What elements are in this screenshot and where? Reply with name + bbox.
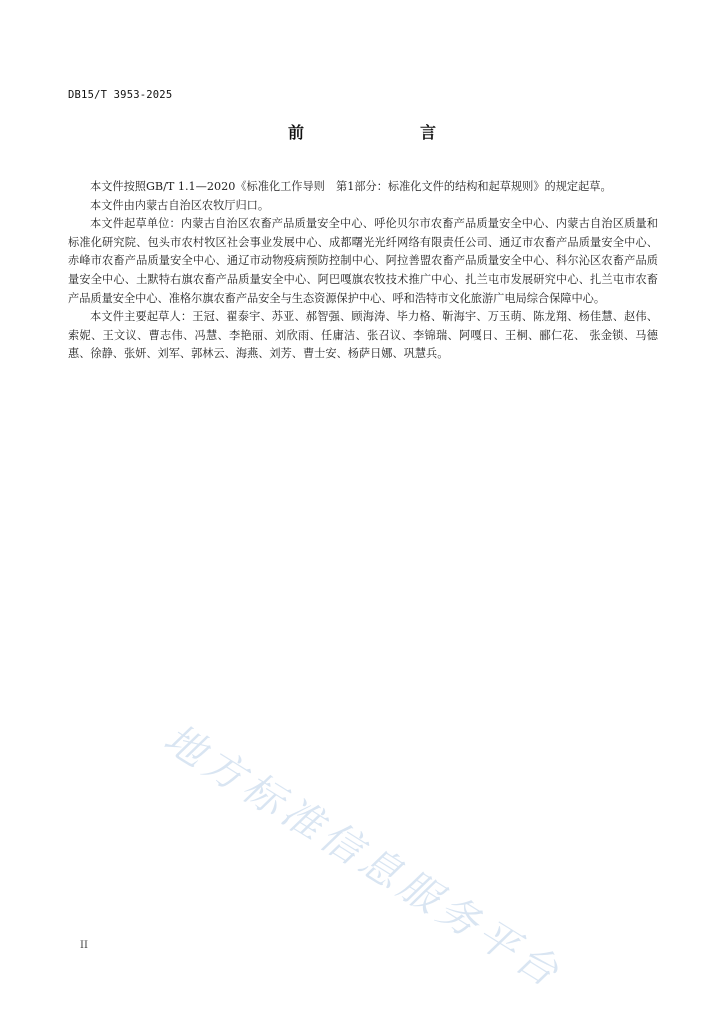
page-number: II — [80, 940, 88, 951]
page-title: 前 言 — [287, 123, 464, 142]
paragraph-responsible-dept: 本文件由内蒙古自治区农牧厅归口。 — [90, 198, 270, 212]
paragraph-drafters: 本文件主要起草人：王冠、翟泰宇、苏亚、郝智强、顾海涛、毕力格、靳海宇、万玉萌、陈龙翔、杨佳慧、赵伟、索妮、王文议、曹志伟、冯慧、李艳丽、刘欣雨、任庸洁、张召议、李锦瑞、阿嘎日、王桐、郦仁花、 张金锁、马德惠、徐静、张妍、刘军、郭林云、海燕、刘芳、曹士安、杨萨日娜、巩慧兵。 — [68, 310, 658, 361]
watermark: 地方标准信息服务平台 — [155, 715, 571, 999]
foreword-body — [68, 178, 658, 364]
paragraph-drafting-units: 本文件起草单位：内蒙古自治区农畜产品质量安全中心、呼伦贝尔市农畜产品质量安全中心、内蒙古自治区质量和标准化研究院、包头市农村牧区社会事业发展中心、成都曙光光纤网络有限责任公司、通辽市农畜产品质量安全中心、赤峰市农畜产品质量安全中心、通辽市动物疫病预防控制中心、阿拉善盟农畜产品质量安全中心、科尔沁区农畜产品质量安全中心、土默特右旗农畜产品质量安全中心、阿巴嘎旗农牧技术推广中心、扎兰屯市发展研究中心、扎兰屯市农畜产品质量安全中心、准格尔旗农畜产品安全与生态资源保护中心、呼和浩特市文化旅游广电局综合保障中心。 — [68, 217, 658, 305]
standard-code: DB15/T 3953-2025 — [68, 89, 173, 101]
paragraph-standard-basis: 本文件按照GB/T 1.1—2020《标准化工作导则 第1部分：标准化文件的结构和起草规则》的规定起草。 — [90, 180, 612, 193]
